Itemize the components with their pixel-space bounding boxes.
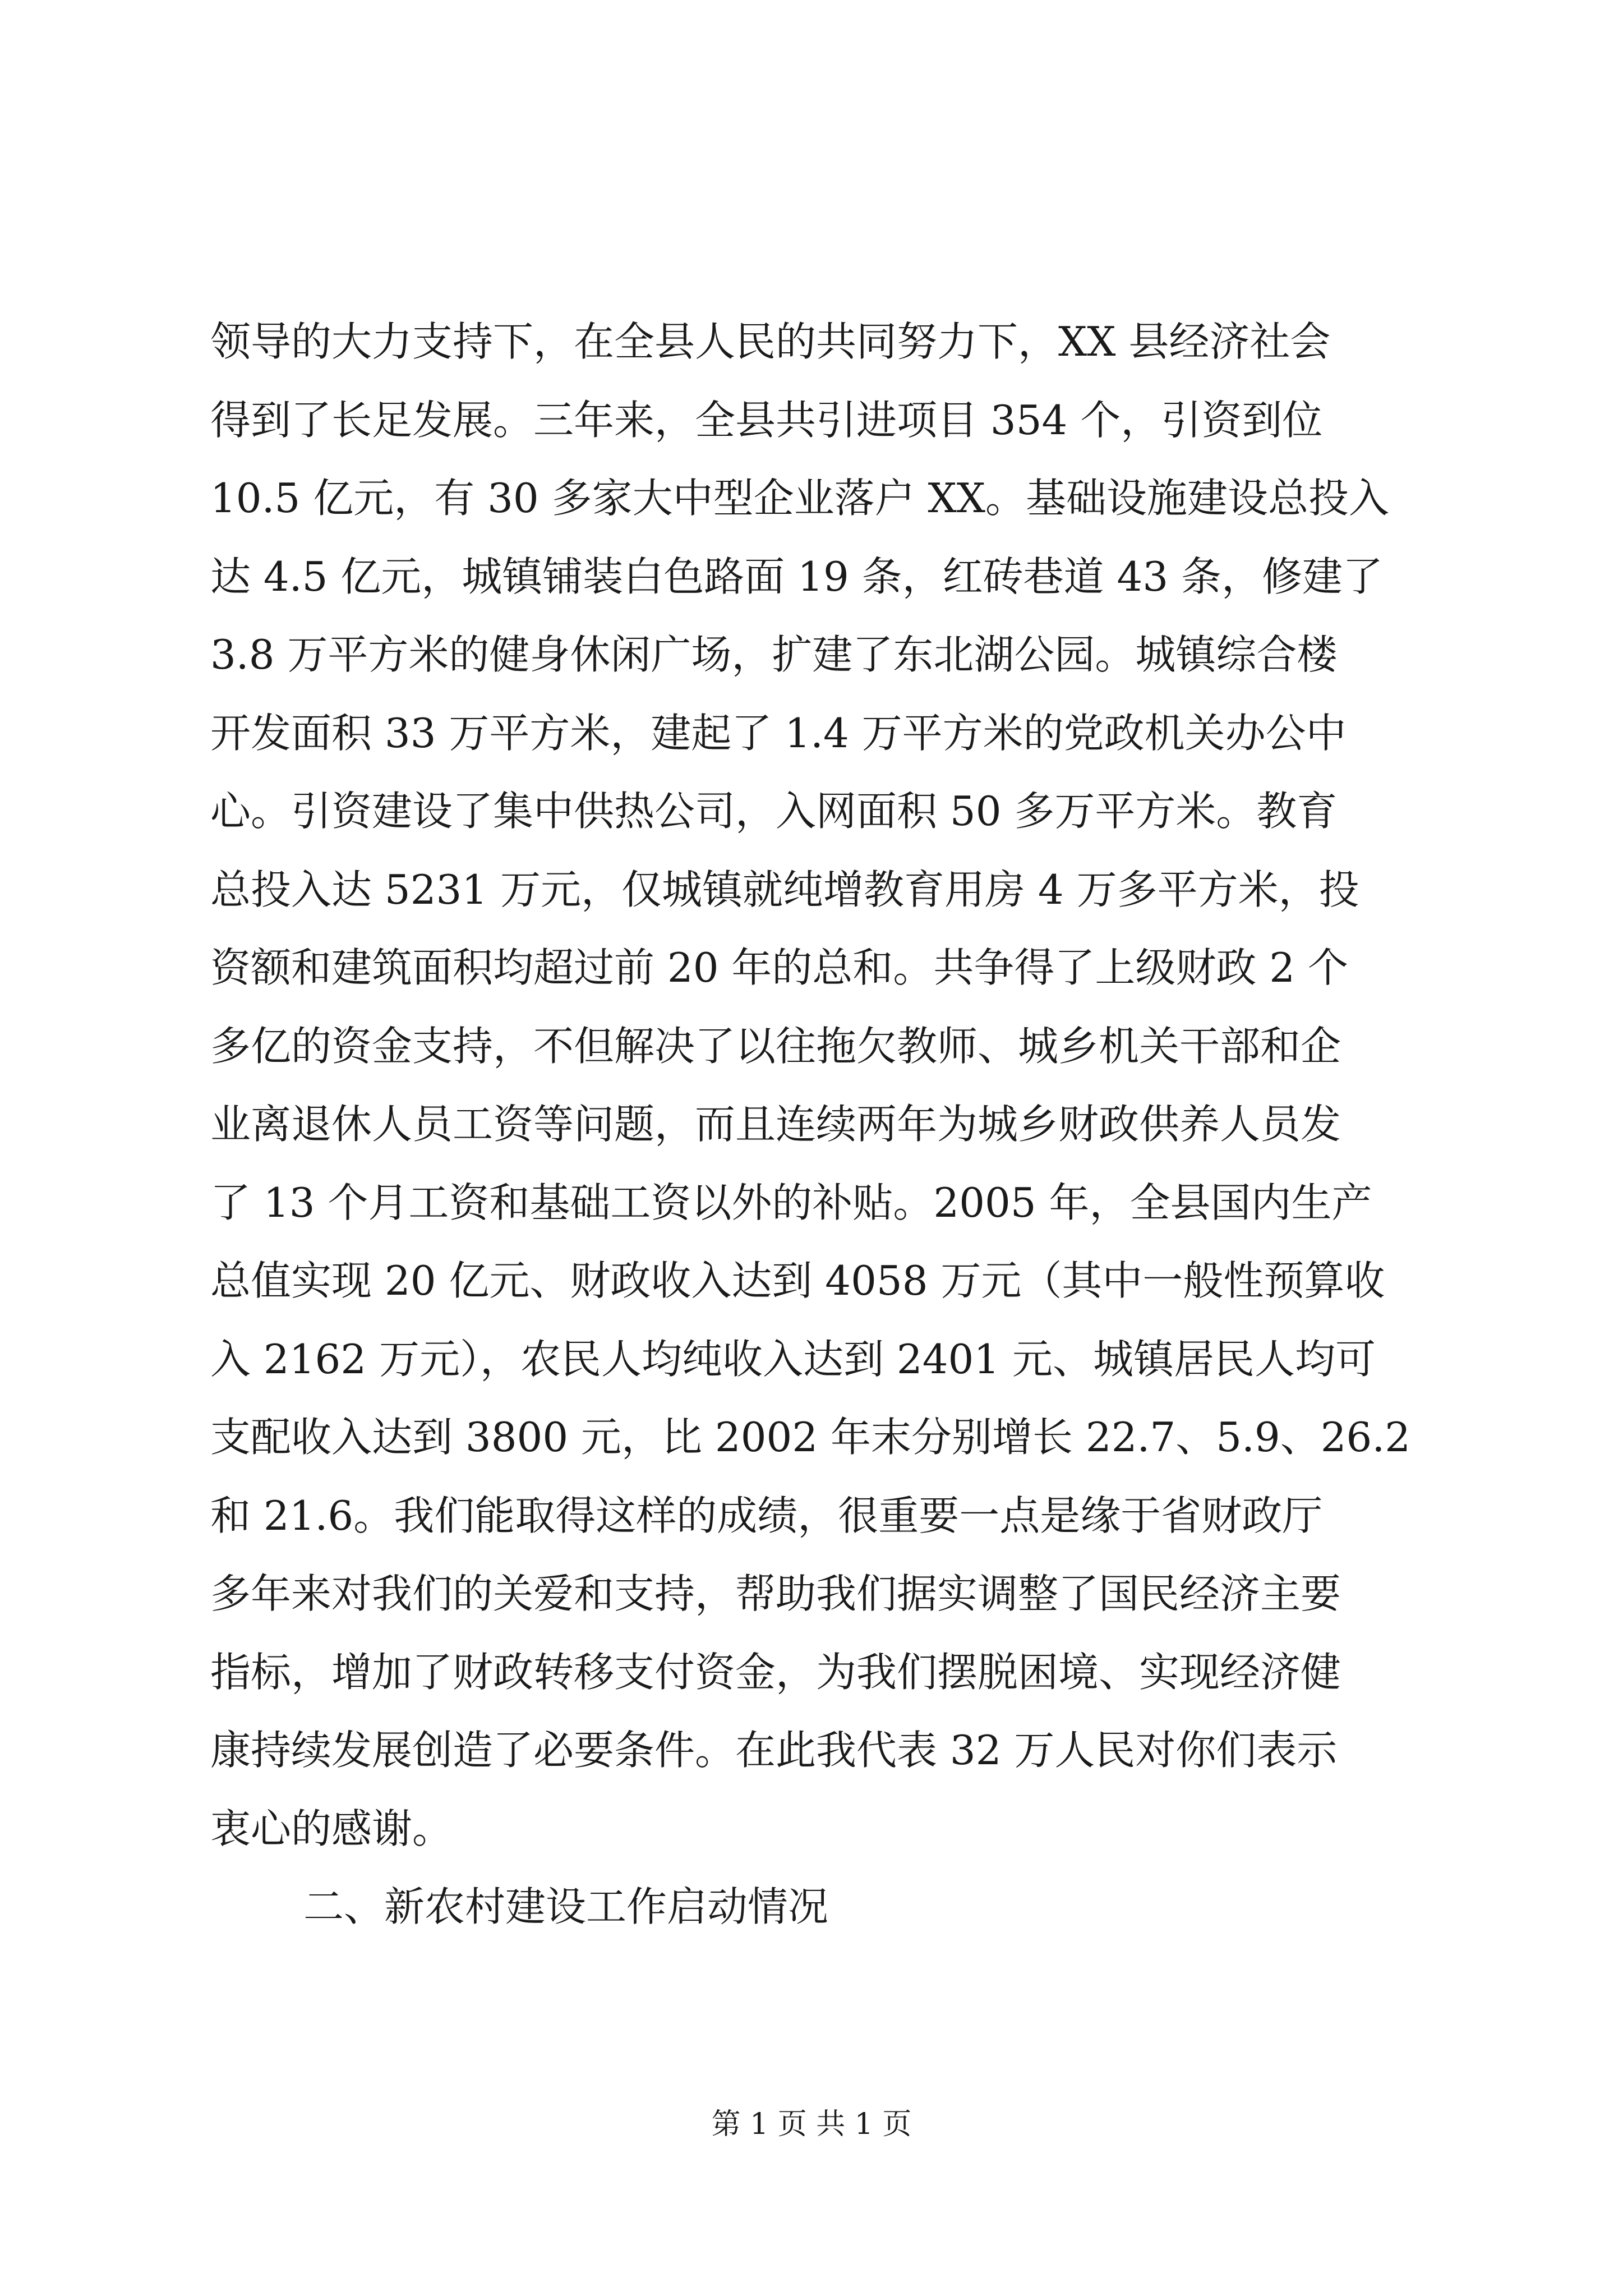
paragraph-line: 资额和建筑面积均超过前 20 年的总和。共争得了上级财政 2 个 [210, 944, 1348, 991]
paragraph-line: 总投入达 5231 万元，仅城镇就纯增教育用房 4 万多平方米，投 [210, 866, 1359, 913]
paragraph-line: 10.5 亿元，有 30 多家大中型企业落户 XX。基础设施建设总投入 [210, 475, 1389, 522]
paragraph-line: 入 2162 万元），农民人均纯收入达到 2401 元、城镇居民人均可 [210, 1335, 1376, 1383]
paragraph-line: 指标，增加了财政转移支付资金，为我们摆脱困境、实现经济健 [210, 1648, 1341, 1696]
paragraph-line: 多亿的资金支持，不但解决了以往拖欠教师、城乡机关干部和企 [210, 1022, 1341, 1070]
section-heading: 二、新农村建设工作启动情况 [303, 1883, 829, 1930]
page-footer: 第 1 页 共 1 页 [711, 2108, 912, 2141]
paragraph-line: 达 4.5 亿元，城镇铺装白色路面 19 条，红砖巷道 43 条，修建了 [210, 553, 1384, 600]
paragraph-line: 开发面积 33 万平方米，建起了 1.4 万平方米的党政机关办公中 [210, 709, 1347, 757]
paragraph-line: 心。引资建设了集中供热公司，入网面积 50 多万平方米。教育 [210, 788, 1338, 835]
paragraph-line: 多年来对我们的关爱和支持，帮助我们据实调整了国民经济主要 [210, 1570, 1341, 1617]
document-body [210, 303, 1433, 1947]
paragraph-line: 总值实现 20 亿元、财政收入达到 4058 万元（其中一般性预算收 [210, 1257, 1385, 1304]
paragraph-line: 衷心的感谢。 [210, 1805, 453, 1852]
paragraph-line: 领导的大力支持下，在全县人民的共同努力下，XX 县经济社会 [210, 318, 1331, 365]
paragraph-line: 和 21.6。我们能取得这样的成绩，很重要一点是缘于省财政厅 [210, 1492, 1323, 1539]
paragraph-line: 业离退休人员工资等问题，而且连续两年为城乡财政供养人员发 [210, 1101, 1341, 1148]
paragraph-line: 康持续发展创造了必要条件。在此我代表 32 万人民对你们表示 [210, 1727, 1338, 1774]
paragraph-line: 3.8 万平方米的健身休闲广场，扩建了东北湖公园。城镇综合楼 [210, 631, 1338, 678]
paragraph-line: 了 13 个月工资和基础工资以外的补贴。2005 年，全县国内生产 [210, 1179, 1372, 1226]
paragraph-line: 得到了长足发展。三年来，全县共引进项目 354 个，引资到位 [210, 396, 1323, 444]
paragraph-line: 支配收入达到 3800 元，比 2002 年末分别增长 22.7、5.9、26.2 [210, 1414, 1411, 1461]
